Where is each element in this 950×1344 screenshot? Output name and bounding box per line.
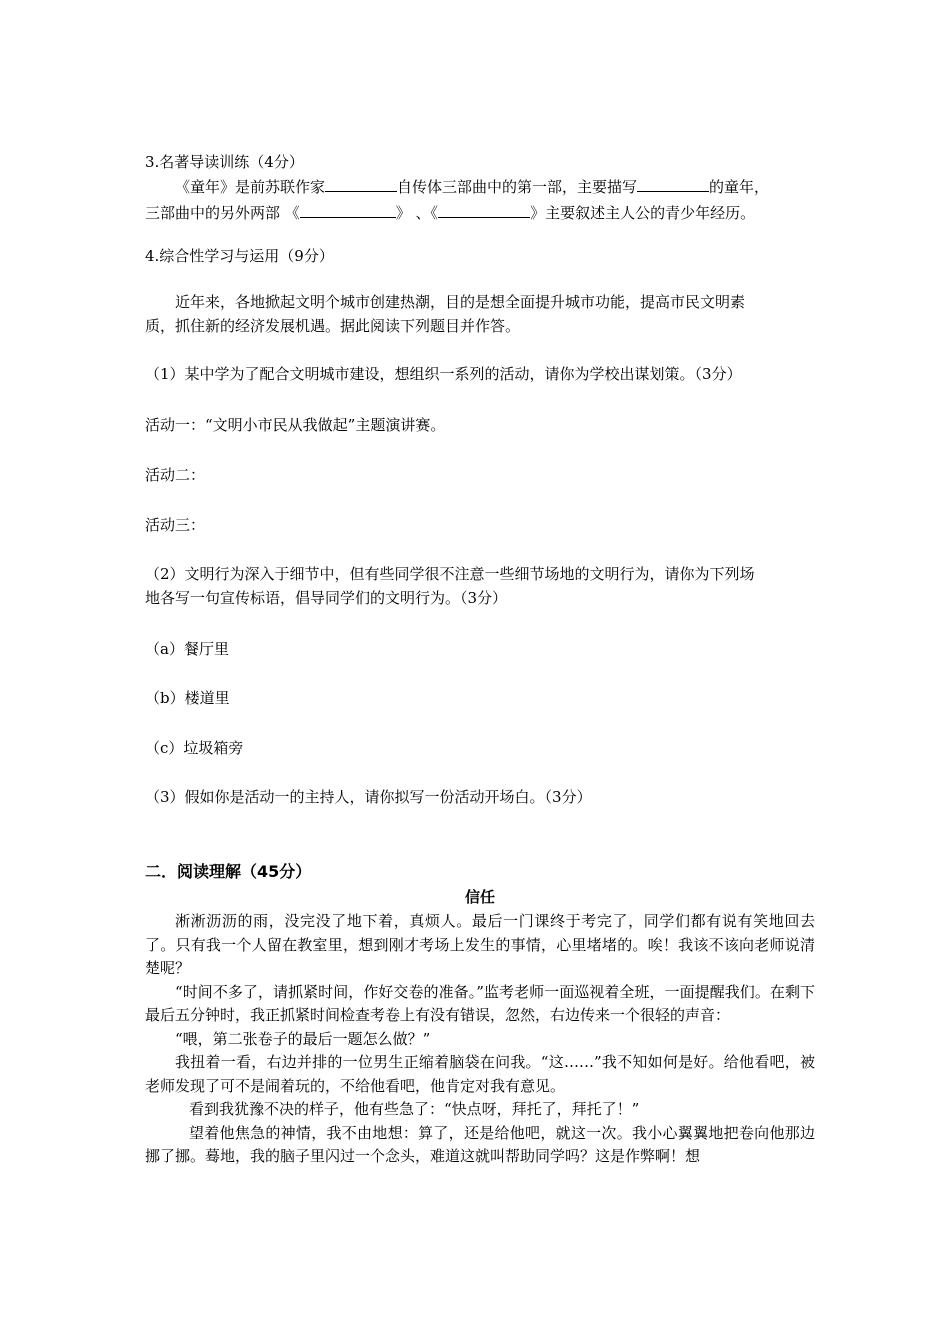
place-c: （c）垃圾箱旁 bbox=[145, 739, 244, 757]
activity-one: 活动一：“文明小市民从我做起”主题演讲赛。 bbox=[145, 416, 446, 434]
book2-blank[interactable] bbox=[300, 202, 396, 218]
place-b: （b）楼道里 bbox=[145, 689, 230, 707]
q3-line-2 bbox=[145, 202, 815, 224]
q4-sub1: （1）某中学为了配合文明城市建设，想组织一系列的活动，请你为学校出谋划策。（3分） bbox=[145, 365, 742, 383]
story-paragraph: 我扭着一看，右边并排的一位男生正缩着脑袋在问我。“这……”我不知如何是好。给他看吧，被老师发现了可不是闹着玩的，不给他看吧，他肯定对我有意见。 bbox=[145, 1053, 815, 1095]
story-paragraph: 淅淅沥沥的雨，没完没了地下着，真烦人。最后一门课终于考完了，同学们都有说有笑地回去了。只有我一个人留在教室里，想到刚才考场上发生的事情，心里堵堵的。唉！我该不该向老师说清楚呢？ bbox=[145, 912, 815, 977]
q3-text: 》主要叙述主人公的青少年经历。 bbox=[530, 204, 756, 222]
section-two-heading: 二．阅读理解（45分） bbox=[145, 862, 312, 881]
q3-text: 《童年》是前苏联作家 bbox=[175, 178, 326, 196]
author-blank[interactable] bbox=[325, 176, 397, 192]
q4-intro-line-2: 质，抓住新的经济发展机遇。据此阅读下列题目并作答。 bbox=[145, 317, 521, 335]
q3-line-1 bbox=[145, 176, 815, 198]
story-body bbox=[145, 910, 815, 1169]
q4-intro-line-1: 近年来，各地掀起文明个城市创建热潮，目的是想全面提升城市功能，提高市民文明素 bbox=[175, 293, 746, 311]
subject-blank[interactable] bbox=[637, 176, 709, 192]
q4-sub2-line-2: 地各写一句宣传标语，倡导同学们的文明行为。（3分） bbox=[145, 589, 508, 607]
q3-text: 的童年， bbox=[709, 178, 770, 196]
activity-two: 活动二： bbox=[145, 466, 206, 484]
story-paragraph: “时间不多了，请抓紧时间，作好交卷的准备。”监考老师一面巡视着全班，一面提醒我们。在剩下最后五分钟时，我正抓紧时间检查考卷上有没有错误，忽然，右边传来一个很轻的声音： bbox=[145, 982, 815, 1024]
q3-heading: 3.名著导读训练（4分） bbox=[145, 153, 304, 171]
story-paragraph: “喂，第二张卷子的最后一题怎么做？” bbox=[175, 1029, 431, 1048]
q4-sub3: （3）假如你是活动一的主持人，请你拟写一份活动开场白。（3分） bbox=[145, 788, 592, 806]
story-paragraph: 望着他焦急的神情，我不由地想：算了，还是给他吧，就这一次。我小心翼翼地把卷向他那边挪了挪。蓦地，我的脑子里闪过一个念头，难道这就叫帮助同学吗？这是作弊啊！想 bbox=[145, 1123, 815, 1165]
story-title: 信任 bbox=[464, 888, 495, 906]
story-paragraph: 看到我犹豫不决的样子，他有些急了：“快点呀，拜托了，拜托了！” bbox=[189, 1100, 640, 1118]
q4-sub2-line-1: （2）文明行为深入于细节中，但有些同学很不注意一些细节场地的文明行为，请你为下列场 bbox=[145, 565, 755, 583]
q3-text: 自传体三部曲中的第一部，主要描写 bbox=[397, 178, 638, 196]
activity-three: 活动三： bbox=[145, 516, 206, 534]
place-a: （a）餐厅里 bbox=[145, 640, 229, 658]
q4-heading: 4.综合性学习与运用（9分） bbox=[145, 247, 334, 265]
q3-text: 》 、《 bbox=[395, 204, 439, 222]
book3-blank[interactable] bbox=[438, 202, 530, 218]
q3-text: 三部曲中的另外两部 《 bbox=[145, 204, 300, 222]
